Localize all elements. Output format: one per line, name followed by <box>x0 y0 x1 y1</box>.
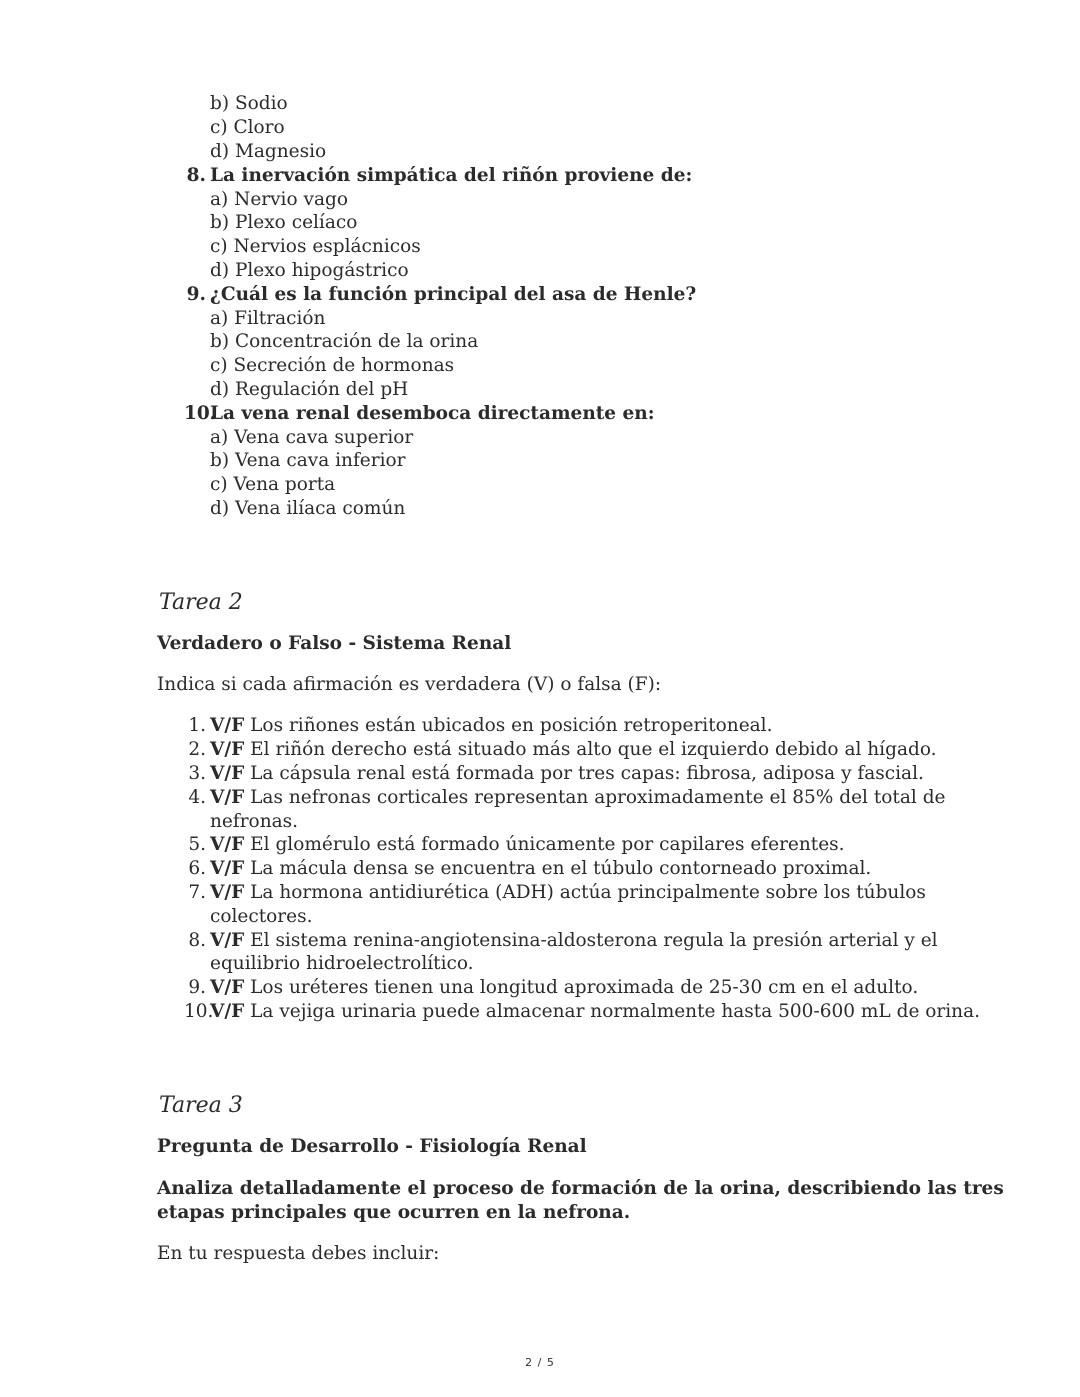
section-instruction: Indica si cada afirmación es verdadera (V) o falsa (F): <box>157 674 662 695</box>
vf-marker: V/F <box>210 882 245 903</box>
vf-item: V/F El glomérulo está formado únicamente por capilares eferentes. <box>210 834 845 855</box>
vf-item-number: 5. <box>188 834 206 855</box>
vf-item-number: 2. <box>188 739 206 760</box>
vf-item-continuation: colectores. <box>210 906 313 927</box>
vf-marker: V/F <box>210 834 245 855</box>
question-option: a) Filtración <box>210 308 326 329</box>
vf-item: V/F El riñón derecho está situado más alto que el izquierdo debido al hígado. <box>210 739 937 760</box>
vf-item-number: 7. <box>188 882 206 903</box>
page-number: 2 / 5 <box>525 1356 555 1369</box>
vf-marker: V/F <box>210 739 245 760</box>
question-number: 9. <box>186 284 206 305</box>
section-subtitle: Verdadero o Falso - Sistema Renal <box>157 633 512 654</box>
q7-option-d: d) Magnesio <box>210 141 327 162</box>
vf-item-number: 3. <box>188 763 206 784</box>
vf-item-number: 9. <box>188 977 206 998</box>
vf-item-continuation: equilibrio hidroelectrolítico. <box>210 953 474 974</box>
vf-marker: V/F <box>210 1001 245 1022</box>
essay-prompt: etapas principales que ocurren en la nefrona. <box>157 1202 631 1223</box>
question-option: d) Regulación del pH <box>210 379 409 400</box>
vf-marker: V/F <box>210 787 245 808</box>
vf-item: V/F La hormona antidiurética (ADH) actúa principalmente sobre los túbulos <box>210 882 926 903</box>
section-title: Tarea 2 <box>159 590 243 615</box>
vf-item-continuation: nefronas. <box>210 811 299 832</box>
vf-marker: V/F <box>210 930 245 951</box>
vf-marker: V/F <box>210 763 245 784</box>
question-text: La vena renal desemboca directamente en: <box>210 403 655 424</box>
vf-item-number: 8. <box>188 930 206 951</box>
question-option: d) Vena ilíaca común <box>210 498 406 519</box>
question-number: 8. <box>186 165 206 186</box>
question-option: b) Vena cava inferior <box>210 450 406 471</box>
vf-item: V/F Los uréteres tienen una longitud aproximada de 25-30 cm en el adulto. <box>210 977 919 998</box>
vf-item: V/F El sistema renina-angiotensina-aldosterona regula la presión arterial y el <box>210 930 938 951</box>
section-subtitle: Pregunta de Desarrollo - Fisiología Renal <box>157 1136 587 1157</box>
question-option: b) Plexo celíaco <box>210 212 358 233</box>
question-option: c) Vena porta <box>210 474 336 495</box>
question-option: c) Secreción de hormonas <box>210 355 455 376</box>
vf-item: V/F La cápsula renal está formada por tres capas: fibrosa, adiposa y fascial. <box>210 763 924 784</box>
vf-item: V/F La vejiga urinaria puede almacenar normalmente hasta 500-600 mL de orina. <box>210 1001 980 1022</box>
vf-marker: V/F <box>210 977 245 998</box>
vf-item-number: 1. <box>188 715 206 736</box>
question-option: c) Nervios esplácnicos <box>210 236 421 257</box>
section-instruction: En tu respuesta debes incluir: <box>157 1243 440 1264</box>
question-number: 10. <box>184 403 217 424</box>
vf-item-number: 10. <box>184 1001 214 1022</box>
vf-item: V/F La mácula densa se encuentra en el túbulo contorneado proximal. <box>210 858 872 879</box>
question-text: ¿Cuál es la función principal del asa de Henle? <box>210 284 697 305</box>
q7-option-c: c) Cloro <box>210 117 285 138</box>
question-option: a) Nervio vago <box>210 189 348 210</box>
q7-option-b: b) Sodio <box>210 93 288 114</box>
vf-item-number: 4. <box>188 787 206 808</box>
vf-item: V/F Las nefronas corticales representan aproximadamente el 85% del total de <box>210 787 946 808</box>
vf-marker: V/F <box>210 715 245 736</box>
essay-prompt: Analiza detalladamente el proceso de formación de la orina, describiendo las tres <box>157 1178 1004 1199</box>
vf-item: V/F Los riñones están ubicados en posición retroperitoneal. <box>210 715 773 736</box>
question-option: a) Vena cava superior <box>210 427 414 448</box>
question-option: d) Plexo hipogástrico <box>210 260 409 281</box>
vf-marker: V/F <box>210 858 245 879</box>
question-option: b) Concentración de la orina <box>210 331 479 352</box>
vf-item-number: 6. <box>188 858 206 879</box>
question-text: La inervación simpática del riñón proviene de: <box>210 165 693 186</box>
section-title: Tarea 3 <box>159 1093 243 1118</box>
